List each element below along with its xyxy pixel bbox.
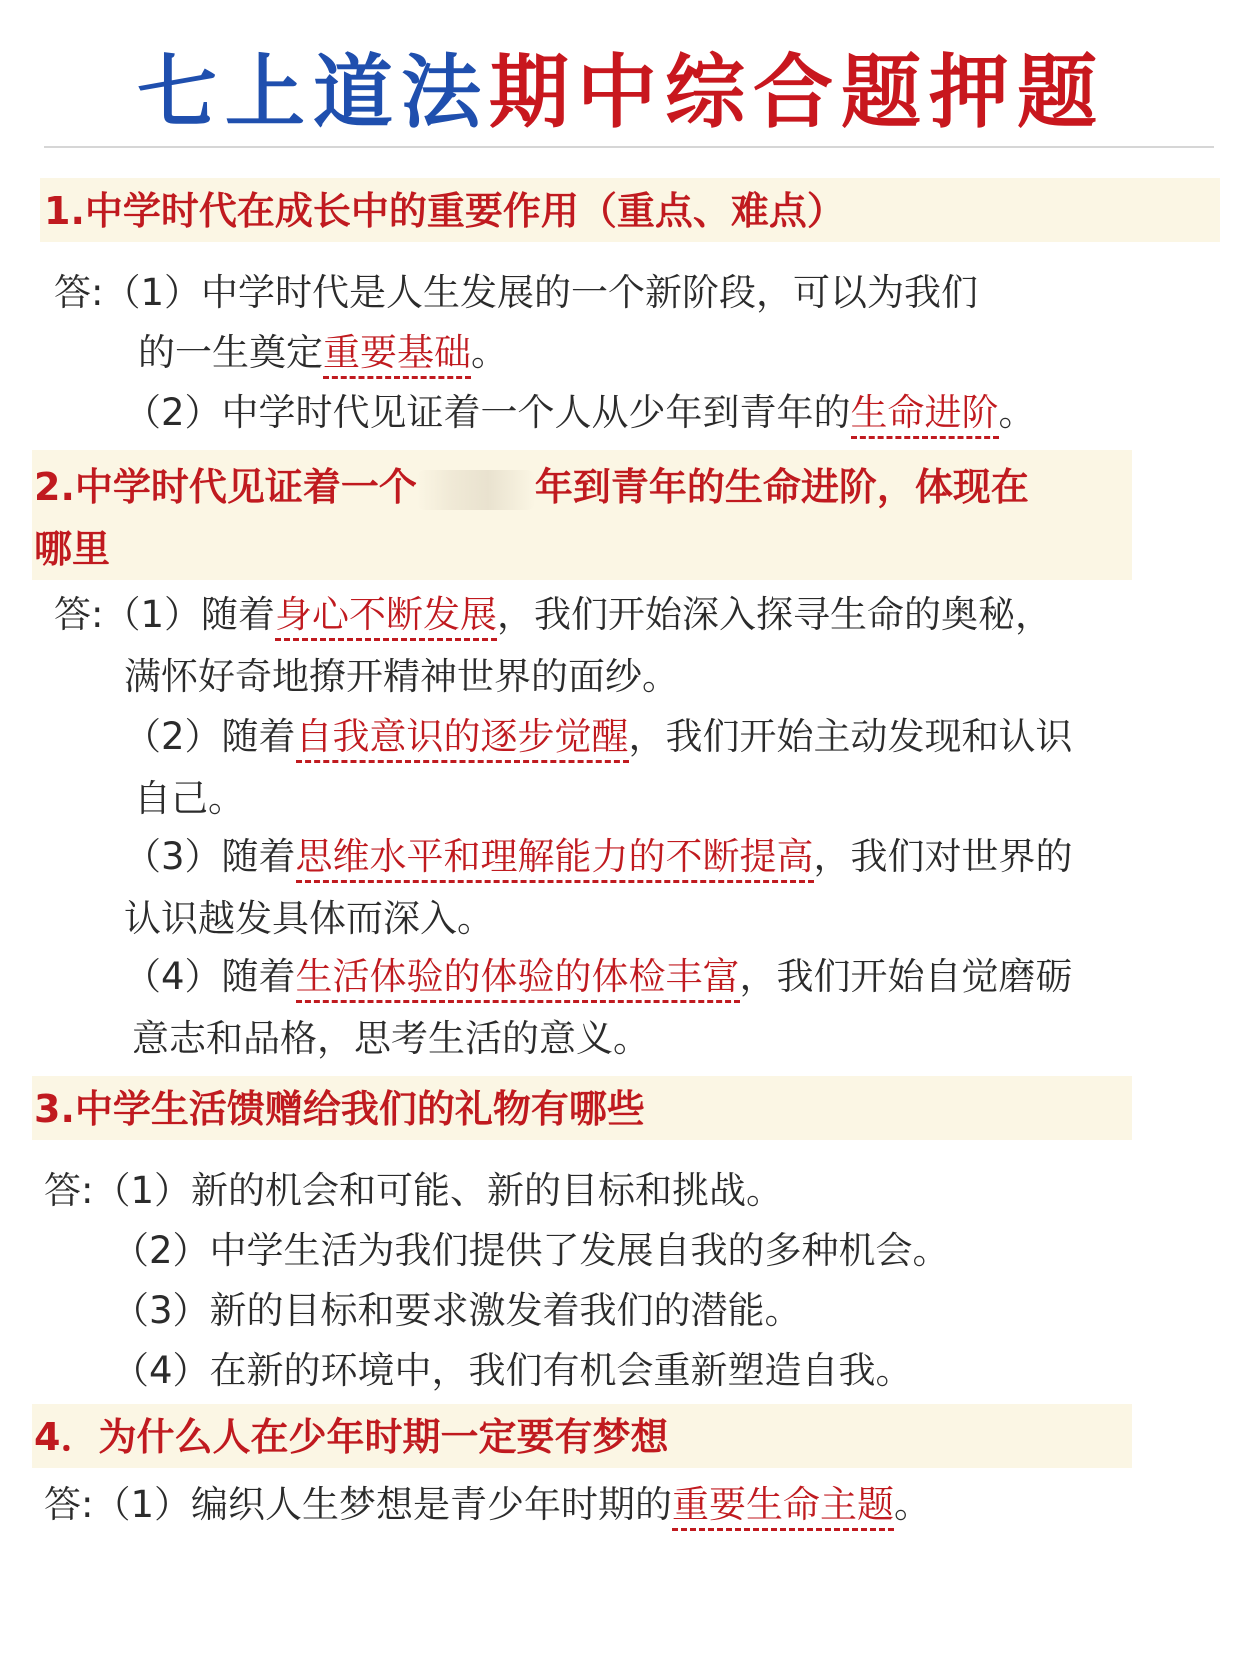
q1-answer-1-line-1: 答:（1）中学时代是人生发展的一个新阶段，可以为我们	[54, 271, 979, 314]
q2-answer-4-text: （4）随着	[124, 955, 296, 998]
q2-answer-1-rest: ，我们开始深入探寻生命的奥秘，	[497, 593, 1053, 636]
q2-answer-1-keyword: 身心不断发展	[275, 593, 497, 641]
q4-heading: 4．为什么人在少年时期一定要有梦想	[34, 1415, 669, 1459]
q2-answer-2-keyword: 自我意识的逐步觉醒	[296, 715, 629, 763]
q2-answer-2	[124, 712, 1073, 762]
q2-answer-2-rest: ，我们开始主动发现和认识	[628, 715, 1073, 758]
q2-answer-2-text: （2）随着	[124, 715, 296, 758]
q2-answer-3	[124, 832, 1073, 882]
q1-answer-2-end: 。	[998, 391, 1036, 434]
q2-heading-start: 2.中学时代见证着一个	[34, 465, 417, 509]
q3-answer-2: （2）中学生活为我们提供了发展自我的多种机会。	[112, 1229, 950, 1272]
q1-answer-1-text: 的一生奠定	[138, 331, 323, 374]
q1-answer-2	[124, 388, 1036, 438]
q2-answer-1	[54, 590, 1052, 640]
page-title	[0, 44, 1242, 140]
q2-answer-2-line-2: 自己。	[134, 777, 245, 820]
q4-answer-1-end: 。	[894, 1483, 932, 1526]
q1-answer-2-text: （2）中学时代见证着一个人从少年到青年的	[124, 391, 851, 434]
q2-heading-line-2: 哪里	[34, 527, 111, 571]
q2-answer-1-text: 答:（1）随着	[54, 593, 276, 636]
q2-answer-3-keyword: 思维水平和理解能力的不断提高	[296, 835, 814, 883]
q2-answer-4-rest: ，我们开始自觉磨砺	[739, 955, 1073, 998]
q3-answer-3: （3）新的目标和要求激发着我们的潜能。	[112, 1289, 802, 1332]
q4-answer-1-text: 答:（1）编织人生梦想是青少年时期的	[44, 1483, 673, 1526]
q1-answer-2-keyword: 生命进阶	[851, 391, 999, 439]
q1-answer-1-keyword: 重要基础	[323, 331, 471, 379]
q2-answer-3-rest: ，我们对世界的	[813, 835, 1073, 878]
q2-answer-1-line-2: 满怀好奇地撩开精神世界的面纱。	[124, 655, 679, 698]
q2-answer-4	[124, 952, 1073, 1002]
q2-heading-line-1	[34, 456, 1029, 518]
q2-answer-3-line-2: 认识越发具体而深入。	[124, 897, 494, 940]
q4-answer-1	[44, 1480, 931, 1530]
title-divider	[44, 146, 1214, 148]
q3-heading: 3.中学生活馈赠给我们的礼物有哪些	[34, 1087, 645, 1131]
q3-answer-4: （4）在新的环境中，我们有机会重新塑造自我。	[112, 1349, 913, 1392]
q2-answer-4-line-2: 意志和品格，思考生活的意义。	[132, 1017, 650, 1060]
title-red-part: 期中综合题押题	[489, 45, 1105, 139]
q3-answer-1: 答:（1）新的机会和可能、新的目标和挑战。	[44, 1169, 784, 1212]
q2-answer-4-keyword: 生活体验的体验的体检丰富	[296, 955, 740, 1003]
q2-heading-end: 年到青年的生命进阶，体现在	[534, 465, 1029, 509]
q1-answer-1-end: 。	[471, 331, 508, 374]
q2-answer-3-text: （3）随着	[124, 835, 296, 878]
title-blue-part: 七上道法	[137, 45, 489, 139]
q4-answer-1-keyword: 重要生命主题	[672, 1483, 894, 1531]
obscured-text-patch	[417, 470, 535, 510]
q1-heading: 1.中学时代在成长中的重要作用（重点、难点）	[44, 189, 845, 233]
q1-answer-1-line-2	[138, 328, 508, 378]
